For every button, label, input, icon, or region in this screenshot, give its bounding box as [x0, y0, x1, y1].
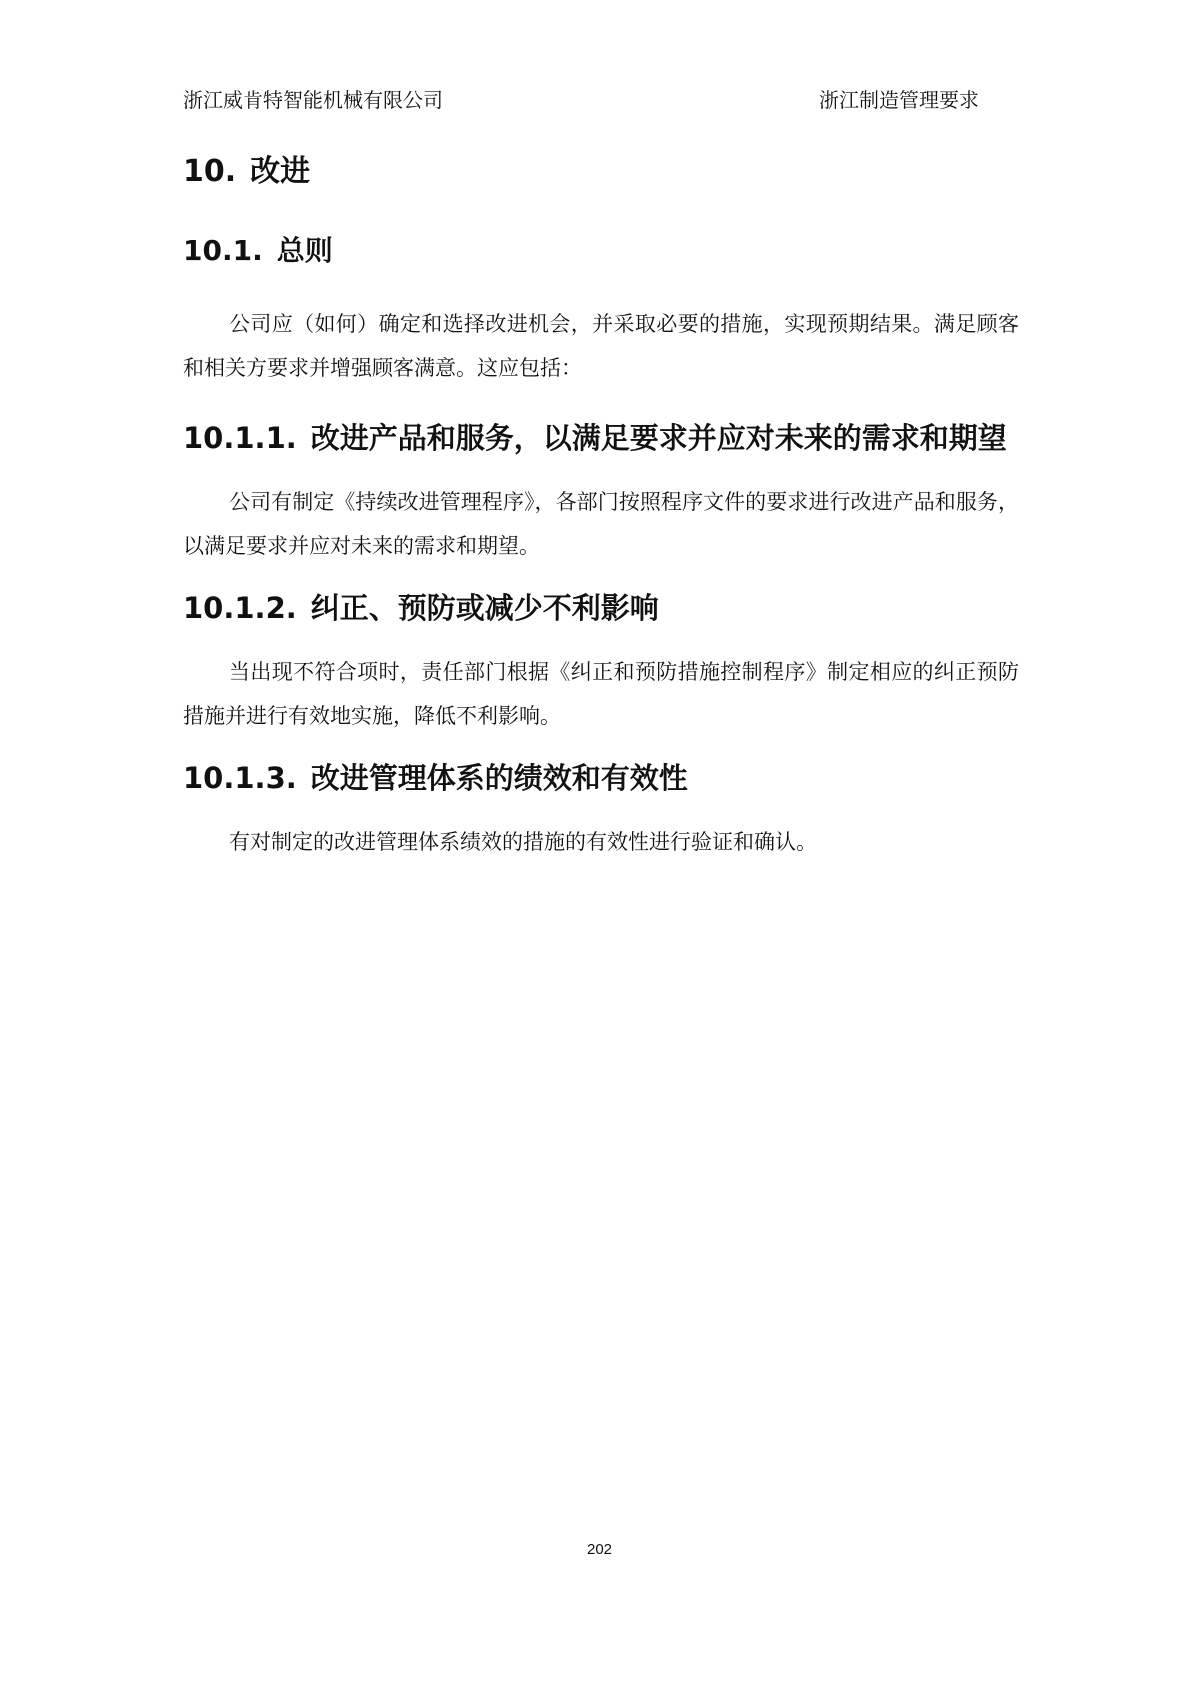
page-number: 202 [586, 1541, 613, 1558]
item-number: 10.1.2. [183, 591, 297, 625]
page-content [183, 150, 1019, 882]
item-heading-3 [183, 756, 1019, 800]
subsection-heading [183, 230, 1019, 272]
subsection-number: 10.1. [183, 234, 263, 267]
item-title: 改进产品和服务，以满足要求并应对未来的需求和期望 [310, 421, 1007, 455]
subsection-title: 总则 [276, 234, 333, 267]
item-title: 纠正、预防或减少不利影响 [310, 591, 659, 625]
item-number: 10.1.3. [183, 761, 297, 795]
section-title: 改进 [250, 154, 311, 189]
header-company-name: 浙江威肯特智能机械有限公司 [183, 88, 443, 112]
item-number: 10.1.1. [183, 421, 297, 455]
section-heading [183, 150, 1019, 194]
section-number: 10. [183, 154, 237, 189]
item-title: 改进管理体系的绩效和有效性 [310, 761, 688, 795]
subsection-paragraph: 公司应（如何）确定和选择改进机会，并采取必要的措施，实现预期结果。满足顾客和相关方要求并增强顾客满意。这应包括： [183, 312, 1019, 380]
item-paragraph-3: 有对制定的改进管理体系绩效的措施的有效性进行验证和确认。 [229, 830, 817, 854]
item-heading-1 [183, 408, 1019, 468]
item-paragraph-1: 公司有制定《持续改进管理程序》，各部门按照程序文件的要求进行改进产品和服务，以满足要求并应对未来的需求和期望。 [183, 490, 1019, 558]
item-heading-2 [183, 586, 1019, 630]
item-paragraph-2: 当出现不符合项时，责任部门根据《纠正和预防措施控制程序》制定相应的纠正预防措施并进行有效地实施，降低不利影响。 [183, 660, 1019, 728]
header-document-title: 浙江制造管理要求 [819, 88, 979, 112]
